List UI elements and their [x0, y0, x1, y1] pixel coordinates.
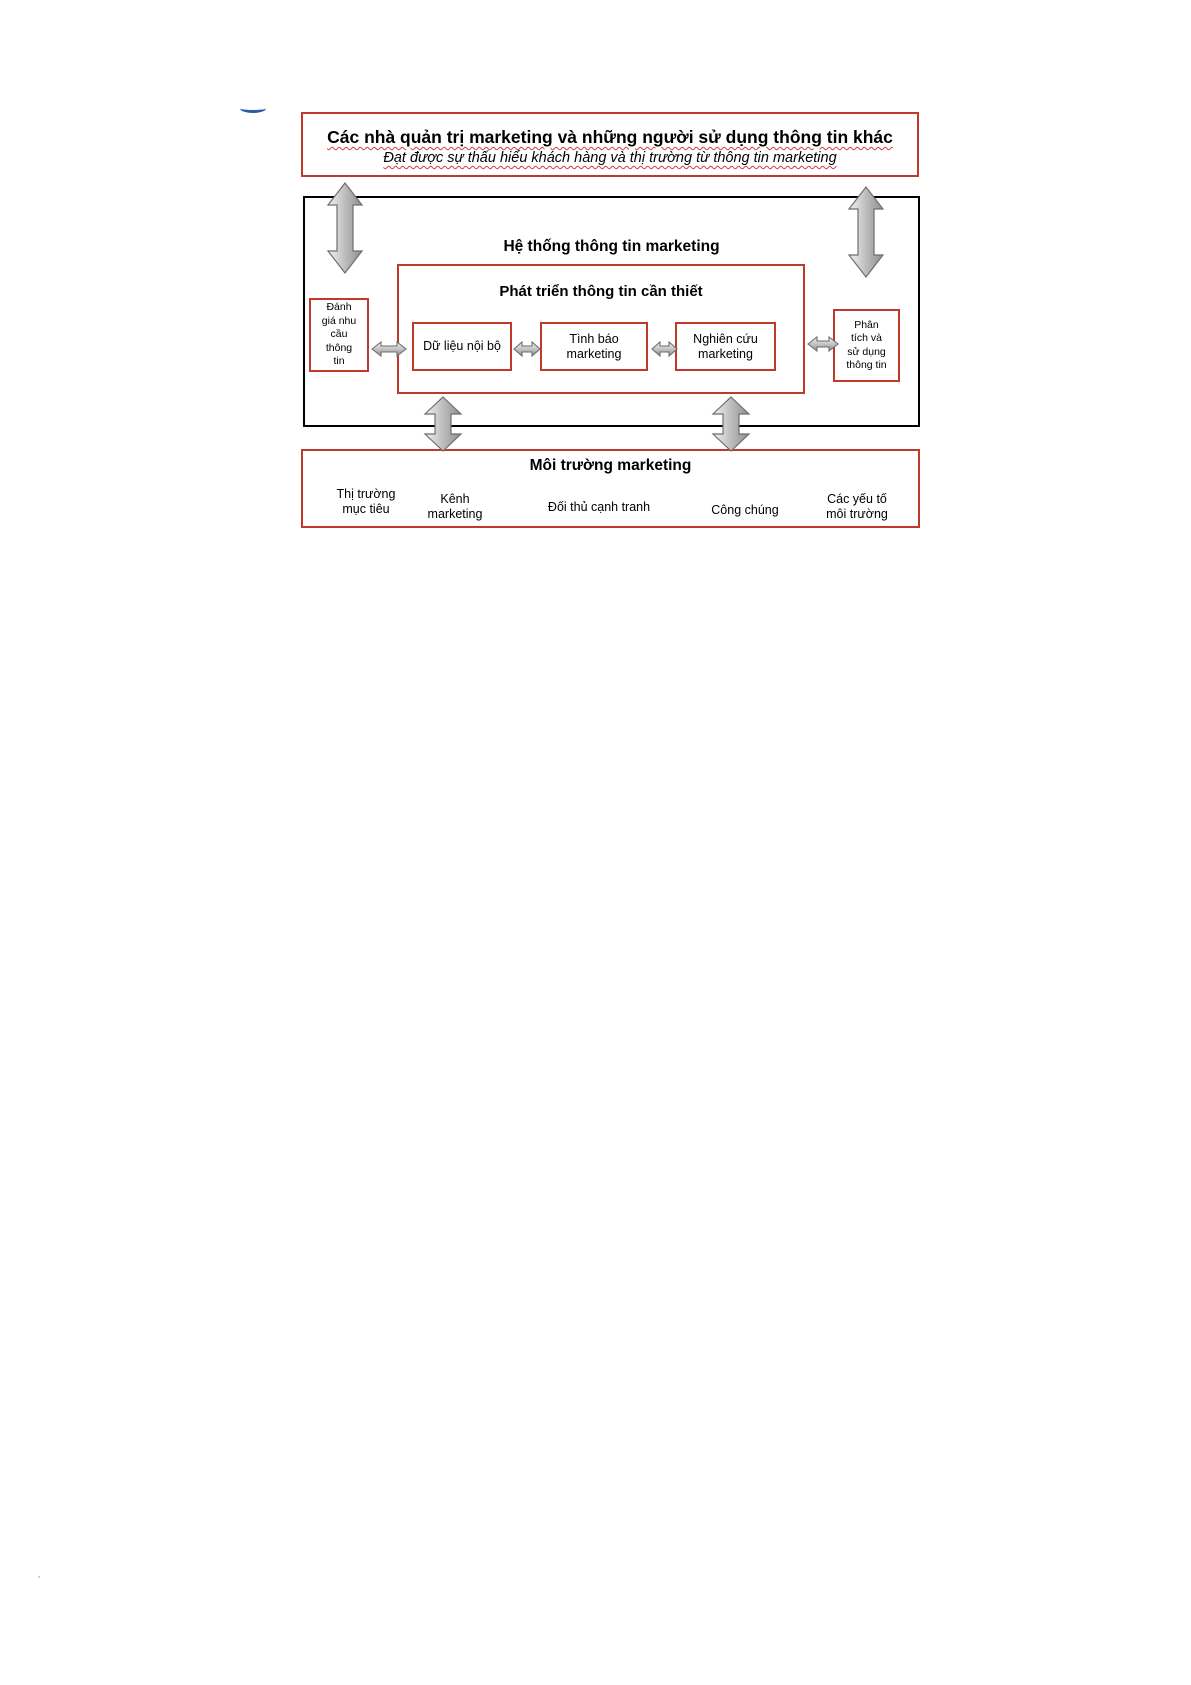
double-arrow-internal-intelligence-icon — [514, 342, 540, 356]
env-item-macro-factors: Các yếu tố môi trường — [826, 492, 888, 521]
env-item-channels: Kênh marketing — [427, 492, 483, 521]
double-arrow-assess-internal-icon — [372, 342, 406, 356]
environment-title: Môi trường marketing — [529, 457, 692, 474]
develop-title: Phát triển thông tin cần thiết — [499, 283, 703, 300]
double-arrow-bottom-left-icon — [425, 397, 461, 451]
assess-needs-box: Đánh giá nhu cầu thông tin — [309, 298, 369, 372]
double-arrow-research-analyze-icon — [808, 337, 838, 351]
system-title: Hệ thống thông tin marketing — [503, 238, 720, 255]
analyze-use-box: Phân tích và sử dụng thông tin — [833, 309, 900, 382]
marketing-intelligence-box: Tình báo marketing — [540, 322, 648, 371]
double-arrow-intelligence-research-icon — [652, 342, 677, 356]
env-item-target-market: Thị trường mục tiêu — [336, 487, 396, 516]
double-arrow-top-right-icon — [849, 187, 883, 277]
double-arrow-top-left-icon — [328, 183, 362, 273]
double-arrow-bottom-right-icon — [713, 397, 749, 451]
managers-subtitle: Đạt được sự thấu hiểu khách hàng và thị trường từ thông tin marketing — [383, 150, 837, 166]
env-item-competitors: Đối thủ cạnh tranh — [547, 500, 651, 514]
env-item-publics: Công chúng — [711, 503, 779, 517]
managers-title: Các nhà quản trị marketing và những người sử dụng thông tin khác — [327, 127, 893, 147]
internal-data-box: Dữ liệu nội bộ — [412, 322, 512, 371]
marketing-research-box: Nghiên cứu marketing — [675, 322, 776, 371]
footer-dot — [38, 1576, 40, 1578]
